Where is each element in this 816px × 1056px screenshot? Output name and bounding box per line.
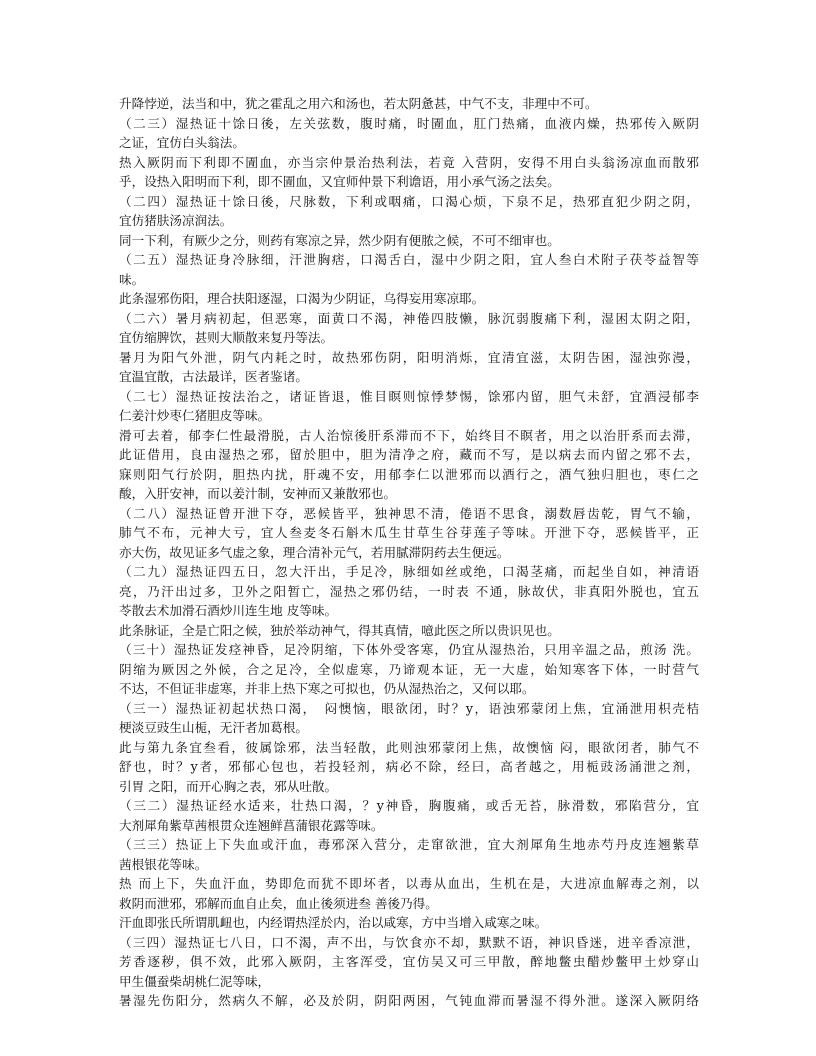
text-line: 梗淡豆豉生山栀，无汗者加葛根。 (119, 720, 308, 735)
text-line: 寐则阳气行於阴，胆热内扰，肝魂不安，用郁李仁以泄邪而以酒行之，酒气独归胆也，枣仁之 (119, 466, 699, 482)
text-line: 暑月为阳气外泄，阴气内耗之时，故热邪伤阴，阳明消烁，宜清宜滋，太阴告困，湿浊弥漫， (119, 349, 699, 365)
text-line: （二九）湿热证四五日，忽大汗出，手足冷，脉细如丝或绝，口渴茎痛，而起坐自如，神清语 (119, 564, 699, 579)
text-line: （二四）湿热证十馀日後，尺脉数，下利或咽痛，口渴心烦，下泉不足，热邪直犯少阴之阴， (119, 193, 699, 209)
text-line: 仁姜汁炒枣仁猪胆皮等味。 (119, 408, 271, 423)
text-line: （三二）湿热证经水适来，壮热口渴，？y神昏，胸腹痛，或舌无苔，脉滑数，邪陷营分，宜 (119, 798, 699, 813)
text-line: 乎，设热入阳明而下利，即不圊血，又宜师仲景下利谵语，用小承气汤之法矣。 (119, 174, 560, 189)
text-line: 升降悖逆，法当和中，犹之霍乱之用六和汤也，若太阴惫甚，中气不支，非理中不可。 (119, 96, 598, 111)
text-line: （二六）暑月病初起，但恶寒，面黄口不渴，神倦四肢懒，脉沉弱腹痛下利，湿困太阴之阳， (119, 310, 699, 326)
text-line: 此证借用，良由湿热之邪，留於胆中，胆为清净之府，藏而不写，是以病去而内留之邪不去， (119, 447, 699, 462)
text-line: （二八）湿热证曾开泄下夺，恶候皆平，独神思不清，倦语不思食，溺数唇齿乾，胃气不输， (119, 505, 699, 521)
text-line: 暑湿先伤阳分，然病久不解，必及於阴，阴阳两困，气钝血滞而暑湿不得外泄。遂深入厥阴络 (119, 993, 699, 1008)
text-line: （三一）湿热证初起状热口渴， 闷懊恼，眼欲闭，时？y，语浊邪蒙闭上焦，宜涌泄用枳壳桔 (119, 700, 699, 716)
text-line: （三三）热证上下失血或汗血，毒邪深入营分，走窜欲泄，宜大剂犀角生地赤芍丹皮连翘紫草 (119, 837, 699, 852)
text-line: （三十）湿热证发痉神昏，足冷阴缩，下体外受客寒，仍宜从湿热治，只用辛温之品，煎汤 洗。 (119, 642, 699, 657)
text-line: 宜仿猪肤汤凉润法。 (119, 213, 233, 228)
text-line: 此条湿邪伤阳，理合扶阳逐湿，口渴为少阴证，乌得妄用寒凉耶。 (119, 291, 485, 306)
text-line: 同一下利，有厥少之分，则药有寒凉之异，然少阴有便脓之候，不可不细审也。 (119, 232, 560, 248)
text-line: 阴缩为厥因之外候，合之足冷，全似虚寒，乃谛观本证，无一大虚，始知寒客下体，一时营气 (119, 661, 699, 677)
text-line: 不达，不但证非虚寒，并非上热下寒之可拟也，仍从湿热治之，又何以耶。 (119, 681, 535, 696)
text-line: 舒也，时？y者，邪郁心包也，若投轻剂，病必不除，经曰，高者越之，用栀豉汤涌泄之剂， (119, 759, 699, 774)
text-line: 大剂犀角紫草茜根贯众连翘鲜菖蒲银花露等味。 (119, 817, 384, 833)
text-line: 苓散去术加滑石酒炒川连生地 皮等味。 (119, 603, 338, 618)
text-line: （二七）湿热证按法治之，诸证皆退，惟目瞑则惊悸梦惕，馀邪内留，胆气未舒，宜酒浸郁李 (119, 388, 699, 404)
text-line: 茜根银花等味。 (119, 856, 208, 872)
text-line: 滑可去着，郁李仁性最滑脱，古人治惊後肝系滞而不下，始终目不瞑者，用之以治肝系而去滞， (119, 427, 699, 443)
document-body (119, 94, 699, 1011)
text-line: 味。 (119, 271, 145, 287)
text-line: （三四）湿热证七八日，口不渴，声不出，与饮食亦不却，默默不语，神识昏迷，进辛香凉泄， (119, 934, 699, 950)
text-line: 肺气不布，元神大亏，宜人叁麦冬石斛木瓜生甘草生谷芽莲子等味。开泄下夺，恶候皆平，正 (119, 525, 699, 540)
text-line: 此条脉证，全是亡阳之候，独於举动神气，得其真情，噫此医之所以贵识见也。 (119, 622, 560, 638)
text-line: 热 而上下，失血汗血，势即危而犹不即坏者，以毒从血出，生机在是，大进凉血解毒之剂，以 (119, 876, 699, 891)
text-line: 热入厥阴而下利即不圊血，亦当宗仲景治热利法，若竟 入营阴，安得不用白头翁汤凉血而散邪 (119, 154, 699, 170)
text-line: 亮，乃汗出过多，卫外之阳暂亡，湿热之邪仍结，一时表 不通，脉故伏，非真阳外脱也，宜五 (119, 583, 699, 599)
text-line: 芳香逐秽，俱不效，此邪入厥阴，主客浑受，宜仿吴又可三甲散，醉地鳖虫醋炒鳖甲土炒穿山 (119, 954, 699, 969)
text-line: 宜温宜散，古法最详，医者鉴诸。 (119, 369, 308, 384)
text-line: （二五）湿热证身冷脉细，汗泄胸痞，口渴舌白，湿中少阴之阳，宜人叁白术附子茯苓益智等 (119, 252, 699, 267)
text-line: 亦大伤，故见证多气虚之象，理合清补元气，若用腻滞阴药去生便远。 (119, 544, 510, 560)
text-line: 汗血即张氏所谓肌衄也，内经谓热淫於内，治以咸寒，方中当增入咸寒之味。 (119, 915, 548, 930)
text-line: 引胃 之阳，而开心胸之表，邪从吐散。 (119, 778, 338, 794)
text-line: 酸，入肝安神，而以姜汁制，安神而又兼散邪也。 (119, 486, 397, 501)
text-line: 之证，宜仿白头翁法。 (119, 135, 245, 150)
text-line: 救阴而泄邪，邪解而血自止矣，血止後须进叁 善後乃得。 (119, 895, 438, 911)
text-line: 宜仿缩脾饮，甚则大顺散来复丹等法。 (119, 330, 334, 345)
text-line: 此与第九条宜叁看，彼属馀邪，法当轻散，此则浊邪蒙闭上焦，故懊恼 闷，眼欲闭者，肺气不 (119, 739, 699, 755)
text-line: 甲生僵蚕柴胡桃仁泥等味， (119, 973, 271, 989)
text-line: （二三）湿热证十馀日後，左关弦数，腹时痛，时圊血，肛门热痛，血液内燥，热邪传入厥阴 (119, 115, 699, 131)
